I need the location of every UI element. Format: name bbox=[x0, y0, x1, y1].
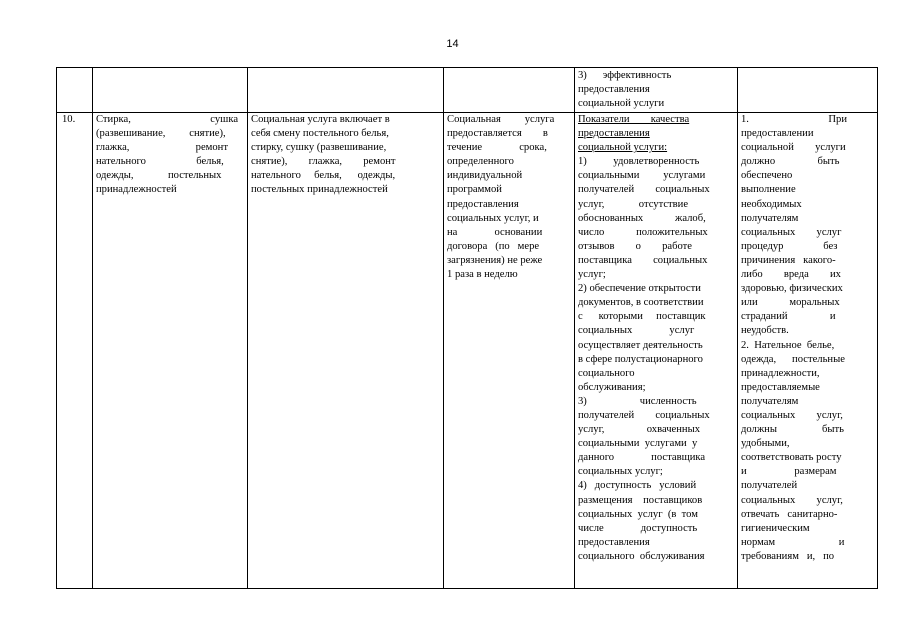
text-line: Стирка, сушка bbox=[96, 114, 239, 125]
text-line: обеспечено bbox=[741, 170, 793, 182]
text-line: на основании bbox=[447, 226, 543, 238]
text-line: социальных услуг, bbox=[741, 409, 843, 421]
page-number: 14 bbox=[446, 38, 459, 50]
text-line: социальных услуг, и bbox=[447, 212, 539, 224]
text-line: глажка, ремонт bbox=[96, 142, 228, 154]
text-line: получателей bbox=[741, 480, 798, 492]
text-line: программой bbox=[447, 184, 502, 196]
cell-description-cont bbox=[248, 68, 444, 113]
text-line: получателей социальных bbox=[578, 184, 710, 196]
text-line: социальными услугами bbox=[578, 170, 706, 182]
cell-terms-cont bbox=[444, 68, 575, 113]
text-line: договора (по мере bbox=[447, 240, 540, 252]
text-line: обоснованных жалоб, bbox=[578, 212, 706, 224]
text-line: социальной услуги bbox=[741, 142, 846, 154]
text-line: требованиям и, по bbox=[741, 550, 835, 562]
text-line: Социальная услуга включает в bbox=[251, 114, 390, 125]
text-line: в сфере полустационарного bbox=[578, 353, 703, 365]
text-line: социального обслуживания bbox=[578, 550, 705, 562]
text-line: или моральных bbox=[741, 297, 840, 309]
cell-quality bbox=[575, 113, 738, 589]
text-line: 3) эффективность bbox=[578, 70, 672, 81]
text-line: нательного белья, одежды, bbox=[251, 170, 396, 182]
text-line: индивидуальной bbox=[447, 170, 523, 182]
text-line: (развешивание, снятие), bbox=[96, 128, 226, 140]
text-line: 1 раза в неделю bbox=[447, 269, 518, 281]
text-line: либо вреда их bbox=[741, 269, 841, 281]
text-line: отвечать санитарно- bbox=[741, 508, 838, 520]
text-line: причинения какого- bbox=[741, 254, 836, 266]
cell-service-name-cont bbox=[93, 68, 248, 113]
text-line: услуг, охваченных bbox=[578, 424, 701, 436]
table-row-continuation bbox=[57, 68, 878, 113]
quality-heading-line: Показатели качества bbox=[578, 114, 690, 125]
text-line: социальных услуг (в том bbox=[578, 508, 698, 520]
text-line: предоставляемые bbox=[741, 381, 820, 393]
text-line: постельных принадлежностей bbox=[251, 184, 388, 196]
text-line: осуществляет деятельность bbox=[578, 339, 703, 351]
text-line: социальных услуг bbox=[741, 226, 842, 238]
quality-heading-line: предоставления bbox=[578, 128, 650, 140]
text-line: отзывов о работе bbox=[578, 240, 692, 252]
cell-number-cont bbox=[57, 68, 93, 113]
text-line: получателям bbox=[741, 395, 799, 407]
text-line: Социальная услуга bbox=[447, 114, 555, 125]
text-line: 2. Нательное белье, bbox=[741, 339, 835, 351]
text-line: нательного белья, bbox=[96, 156, 224, 168]
cell-terms bbox=[444, 113, 575, 589]
text-line: 1) удовлетворенность bbox=[578, 156, 700, 168]
text-line: загрязнения) не реже bbox=[447, 254, 543, 266]
text-line: с которыми поставщик bbox=[578, 311, 706, 323]
text-line: социальной услуги bbox=[578, 98, 665, 110]
text-line: документов, в соответствии bbox=[578, 297, 704, 309]
text-line: принадлежности, bbox=[741, 367, 820, 379]
text-line: неудобств. bbox=[741, 325, 789, 337]
services-table bbox=[56, 67, 878, 589]
text-line: должны быть bbox=[741, 424, 844, 436]
text-line: стирку, сушку (развешивание, bbox=[251, 142, 387, 154]
text-line: получателей социальных bbox=[578, 409, 710, 421]
text-line: одежда, постельные bbox=[741, 353, 845, 365]
text-line: одежды, постельных bbox=[96, 170, 222, 182]
cell-conditions bbox=[738, 113, 878, 589]
table-row-10 bbox=[57, 113, 878, 589]
text-line: предоставляется в bbox=[447, 128, 548, 140]
text-line: здоровью, физических bbox=[741, 283, 843, 295]
text-line: размещения поставщиков bbox=[578, 494, 703, 506]
text-line: обслуживания; bbox=[578, 381, 646, 393]
text-line: страданий и bbox=[741, 311, 836, 323]
cell-quality-cont bbox=[575, 68, 738, 113]
text-line: 3) численность bbox=[578, 395, 697, 407]
text-line: услуг; bbox=[578, 269, 606, 281]
text-line: процедур без bbox=[741, 240, 838, 252]
text-line: предоставления bbox=[578, 84, 650, 96]
text-line: 2) обеспечение открытости bbox=[578, 283, 701, 295]
quality-heading-line: социальной услуги: bbox=[578, 142, 668, 154]
text-line: нормам и bbox=[741, 536, 845, 548]
cell-conditions-cont bbox=[738, 68, 878, 113]
text-line: необходимых bbox=[741, 198, 802, 210]
text-line: социального bbox=[578, 367, 635, 379]
text-line: 4) доступность условий bbox=[578, 480, 697, 492]
cell-service-name bbox=[93, 113, 248, 589]
text-line: снятие), глажка, ремонт bbox=[251, 156, 396, 168]
text-line: предоставления bbox=[447, 198, 519, 210]
text-line: 1. При bbox=[741, 114, 848, 125]
text-line: должно быть bbox=[741, 156, 840, 168]
text-line: социальных услуг, bbox=[741, 494, 843, 506]
text-line: числе доступность bbox=[578, 522, 698, 534]
text-line: течение срока, bbox=[447, 142, 547, 154]
text-line: социальных услуг bbox=[578, 325, 695, 337]
text-line: данного поставщика bbox=[578, 452, 706, 464]
text-line: предоставлении bbox=[741, 128, 814, 140]
cell-description bbox=[248, 113, 444, 589]
text-line: предоставления bbox=[578, 536, 650, 548]
cell-number bbox=[57, 113, 93, 589]
text-line: получателям bbox=[741, 212, 799, 224]
text-line: гигиеническим bbox=[741, 522, 810, 534]
text-line: услуг, отсутствие bbox=[578, 198, 689, 210]
text-line: социальных услуг; bbox=[578, 466, 663, 478]
text-line: поставщика социальных bbox=[578, 254, 708, 266]
text-line: удобными, bbox=[741, 438, 790, 450]
text-line: определенного bbox=[447, 156, 514, 168]
text-line: и размерам bbox=[741, 466, 837, 478]
text-line: выполнение bbox=[741, 184, 796, 196]
text-line: социальными услугами у bbox=[578, 438, 698, 450]
text-line: принадлежностей bbox=[96, 184, 177, 196]
row-number: 10. bbox=[62, 114, 76, 125]
text-line: соответствовать росту bbox=[741, 452, 842, 464]
text-line: число положительных bbox=[578, 226, 708, 238]
text-line: себя смену постельного белья, bbox=[251, 128, 389, 140]
